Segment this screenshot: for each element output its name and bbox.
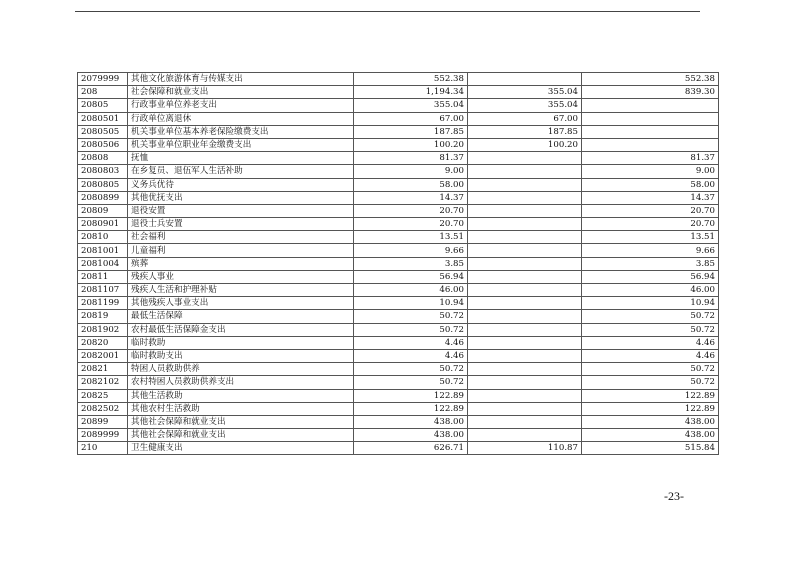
total-amount-cell: 9.66 (354, 244, 468, 257)
subject-code-cell: 2089999 (78, 429, 128, 442)
project-expenditure-cell: 50.72 (582, 376, 719, 389)
subject-name-cell: 其他残疾人事业支出 (128, 297, 354, 310)
total-amount-cell: 438.00 (354, 429, 468, 442)
subject-name-cell: 社会福利 (128, 231, 354, 244)
total-amount-cell: 187.85 (354, 125, 468, 138)
project-expenditure-cell: 9.00 (582, 165, 719, 178)
table-body (78, 73, 719, 455)
subject-name-cell: 特困人员救助供养 (128, 363, 354, 376)
project-expenditure-cell: 58.00 (582, 178, 719, 191)
subject-name-cell: 在乡复员、退伍军人生活补助 (128, 165, 354, 178)
total-amount-cell: 552.38 (354, 73, 468, 86)
subject-code-cell: 2081199 (78, 297, 128, 310)
total-amount-cell: 438.00 (354, 415, 468, 428)
table-row (78, 138, 719, 151)
project-expenditure-cell: 20.70 (582, 204, 719, 217)
subject-code-cell: 2080805 (78, 178, 128, 191)
project-expenditure-cell (582, 138, 719, 151)
table-row (78, 244, 719, 257)
total-amount-cell: 1,194.34 (354, 86, 468, 99)
table-row (78, 363, 719, 376)
table-row (78, 257, 719, 270)
basic-expenditure-cell (468, 270, 582, 283)
project-expenditure-cell: 438.00 (582, 429, 719, 442)
project-expenditure-cell: 14.37 (582, 191, 719, 204)
total-amount-cell: 100.20 (354, 138, 468, 151)
subject-name-cell: 义务兵优待 (128, 178, 354, 191)
subject-code-cell: 210 (78, 442, 128, 455)
project-expenditure-cell: 13.51 (582, 231, 719, 244)
subject-name-cell: 其他社会保障和就业支出 (128, 429, 354, 442)
subject-code-cell: 2081107 (78, 284, 128, 297)
table-row (78, 178, 719, 191)
subject-code-cell: 2082102 (78, 376, 128, 389)
subject-code-cell: 20805 (78, 99, 128, 112)
project-expenditure-cell: 4.46 (582, 349, 719, 362)
project-expenditure-cell: 3.85 (582, 257, 719, 270)
subject-code-cell: 20811 (78, 270, 128, 283)
table-row (78, 376, 719, 389)
basic-expenditure-cell: 67.00 (468, 112, 582, 125)
basic-expenditure-cell (468, 257, 582, 270)
subject-code-cell: 20821 (78, 363, 128, 376)
project-expenditure-cell: 552.38 (582, 73, 719, 86)
subject-name-cell: 行政事业单位养老支出 (128, 99, 354, 112)
basic-expenditure-cell (468, 244, 582, 257)
table-row (78, 231, 719, 244)
basic-expenditure-cell (468, 152, 582, 165)
basic-expenditure-cell (468, 73, 582, 86)
project-expenditure-cell: 515.84 (582, 442, 719, 455)
project-expenditure-cell (582, 99, 719, 112)
subject-name-cell: 社会保障和就业支出 (128, 86, 354, 99)
basic-expenditure-cell (468, 323, 582, 336)
basic-expenditure-cell: 100.20 (468, 138, 582, 151)
table-row (78, 73, 719, 86)
subject-name-cell: 临时救助 (128, 336, 354, 349)
subject-name-cell: 卫生健康支出 (128, 442, 354, 455)
table-row (78, 284, 719, 297)
subject-name-cell: 残疾人事业 (128, 270, 354, 283)
subject-code-cell: 20810 (78, 231, 128, 244)
subject-code-cell: 2082502 (78, 402, 128, 415)
subject-name-cell: 最低生活保障 (128, 310, 354, 323)
subject-code-cell: 208 (78, 86, 128, 99)
project-expenditure-cell: 46.00 (582, 284, 719, 297)
total-amount-cell: 10.94 (354, 297, 468, 310)
table-row (78, 429, 719, 442)
subject-name-cell: 机关事业单位基本养老保险缴费支出 (128, 125, 354, 138)
subject-name-cell: 退役安置 (128, 204, 354, 217)
subject-name-cell: 其他优抚支出 (128, 191, 354, 204)
subject-name-cell: 临时救助支出 (128, 349, 354, 362)
subject-name-cell: 农村特困人员救助供养支出 (128, 376, 354, 389)
table-row (78, 323, 719, 336)
table-row (78, 442, 719, 455)
project-expenditure-cell: 50.72 (582, 323, 719, 336)
total-amount-cell: 355.04 (354, 99, 468, 112)
project-expenditure-cell: 839.30 (582, 86, 719, 99)
total-amount-cell: 122.89 (354, 389, 468, 402)
total-amount-cell: 81.37 (354, 152, 468, 165)
subject-code-cell: 2080506 (78, 138, 128, 151)
basic-expenditure-cell (468, 165, 582, 178)
total-amount-cell: 50.72 (354, 310, 468, 323)
subject-code-cell: 2081902 (78, 323, 128, 336)
table-row (78, 165, 719, 178)
basic-expenditure-cell (468, 363, 582, 376)
total-amount-cell: 14.37 (354, 191, 468, 204)
basic-expenditure-cell: 355.04 (468, 86, 582, 99)
subject-code-cell: 2081004 (78, 257, 128, 270)
basic-expenditure-cell (468, 429, 582, 442)
project-expenditure-cell: 9.66 (582, 244, 719, 257)
table-row (78, 191, 719, 204)
subject-name-cell: 抚恤 (128, 152, 354, 165)
basic-expenditure-cell (468, 191, 582, 204)
subject-code-cell: 2080803 (78, 165, 128, 178)
subject-name-cell: 残疾人生活和护理补贴 (128, 284, 354, 297)
project-expenditure-cell: 20.70 (582, 218, 719, 231)
project-expenditure-cell (582, 125, 719, 138)
header-rule (75, 11, 700, 12)
subject-name-cell: 其他生活救助 (128, 389, 354, 402)
total-amount-cell: 9.00 (354, 165, 468, 178)
basic-expenditure-cell (468, 389, 582, 402)
subject-code-cell: 20820 (78, 336, 128, 349)
table-row (78, 125, 719, 138)
subject-code-cell: 2080901 (78, 218, 128, 231)
basic-expenditure-cell: 187.85 (468, 125, 582, 138)
table-row (78, 402, 719, 415)
basic-expenditure-cell (468, 284, 582, 297)
total-amount-cell: 58.00 (354, 178, 468, 191)
project-expenditure-cell: 50.72 (582, 310, 719, 323)
basic-expenditure-cell (468, 402, 582, 415)
subject-name-cell: 机关事业单位职业年金缴费支出 (128, 138, 354, 151)
table-row (78, 99, 719, 112)
table-row (78, 389, 719, 402)
table-row (78, 415, 719, 428)
project-expenditure-cell: 122.89 (582, 402, 719, 415)
subject-name-cell: 其他社会保障和就业支出 (128, 415, 354, 428)
total-amount-cell: 67.00 (354, 112, 468, 125)
subject-code-cell: 20808 (78, 152, 128, 165)
subject-name-cell: 退役士兵安置 (128, 218, 354, 231)
total-amount-cell: 50.72 (354, 323, 468, 336)
project-expenditure-cell: 50.72 (582, 363, 719, 376)
subject-code-cell: 20809 (78, 204, 128, 217)
total-amount-cell: 20.70 (354, 218, 468, 231)
project-expenditure-cell: 10.94 (582, 297, 719, 310)
subject-code-cell: 20819 (78, 310, 128, 323)
total-amount-cell: 50.72 (354, 376, 468, 389)
basic-expenditure-cell (468, 336, 582, 349)
table-row (78, 204, 719, 217)
project-expenditure-cell: 4.46 (582, 336, 719, 349)
table-row (78, 336, 719, 349)
subject-code-cell: 2080899 (78, 191, 128, 204)
project-expenditure-cell: 81.37 (582, 152, 719, 165)
total-amount-cell: 626.71 (354, 442, 468, 455)
basic-expenditure-cell (468, 204, 582, 217)
subject-name-cell: 其他农村生活救助 (128, 402, 354, 415)
basic-expenditure-cell (468, 178, 582, 191)
subject-name-cell: 行政单位离退休 (128, 112, 354, 125)
project-expenditure-cell (582, 112, 719, 125)
subject-name-cell: 儿童福利 (128, 244, 354, 257)
total-amount-cell: 50.72 (354, 363, 468, 376)
subject-code-cell: 2079999 (78, 73, 128, 86)
total-amount-cell: 4.46 (354, 349, 468, 362)
total-amount-cell: 46.00 (354, 284, 468, 297)
table-row (78, 218, 719, 231)
basic-expenditure-cell: 110.87 (468, 442, 582, 455)
subject-code-cell: 20899 (78, 415, 128, 428)
page-number: -23- (664, 489, 684, 503)
table-row (78, 86, 719, 99)
subject-code-cell: 2082001 (78, 349, 128, 362)
basic-expenditure-cell (468, 376, 582, 389)
basic-expenditure-cell (468, 218, 582, 231)
subject-code-cell: 2080501 (78, 112, 128, 125)
basic-expenditure-cell (468, 310, 582, 323)
expenditure-table (77, 72, 719, 455)
total-amount-cell: 4.46 (354, 336, 468, 349)
total-amount-cell: 3.85 (354, 257, 468, 270)
table-row (78, 270, 719, 283)
project-expenditure-cell: 122.89 (582, 389, 719, 402)
total-amount-cell: 56.94 (354, 270, 468, 283)
table-row (78, 152, 719, 165)
basic-expenditure-cell (468, 297, 582, 310)
table-row (78, 310, 719, 323)
subject-code-cell: 20825 (78, 389, 128, 402)
basic-expenditure-cell (468, 349, 582, 362)
table-row (78, 112, 719, 125)
project-expenditure-cell: 56.94 (582, 270, 719, 283)
basic-expenditure-cell (468, 231, 582, 244)
subject-code-cell: 2081001 (78, 244, 128, 257)
project-expenditure-cell: 438.00 (582, 415, 719, 428)
subject-code-cell: 2080505 (78, 125, 128, 138)
subject-name-cell: 农村最低生活保障金支出 (128, 323, 354, 336)
subject-name-cell: 其他文化旅游体育与传媒支出 (128, 73, 354, 86)
table-row (78, 297, 719, 310)
subject-name-cell: 殡葬 (128, 257, 354, 270)
table-row (78, 349, 719, 362)
total-amount-cell: 20.70 (354, 204, 468, 217)
basic-expenditure-cell: 355.04 (468, 99, 582, 112)
basic-expenditure-cell (468, 415, 582, 428)
total-amount-cell: 122.89 (354, 402, 468, 415)
total-amount-cell: 13.51 (354, 231, 468, 244)
